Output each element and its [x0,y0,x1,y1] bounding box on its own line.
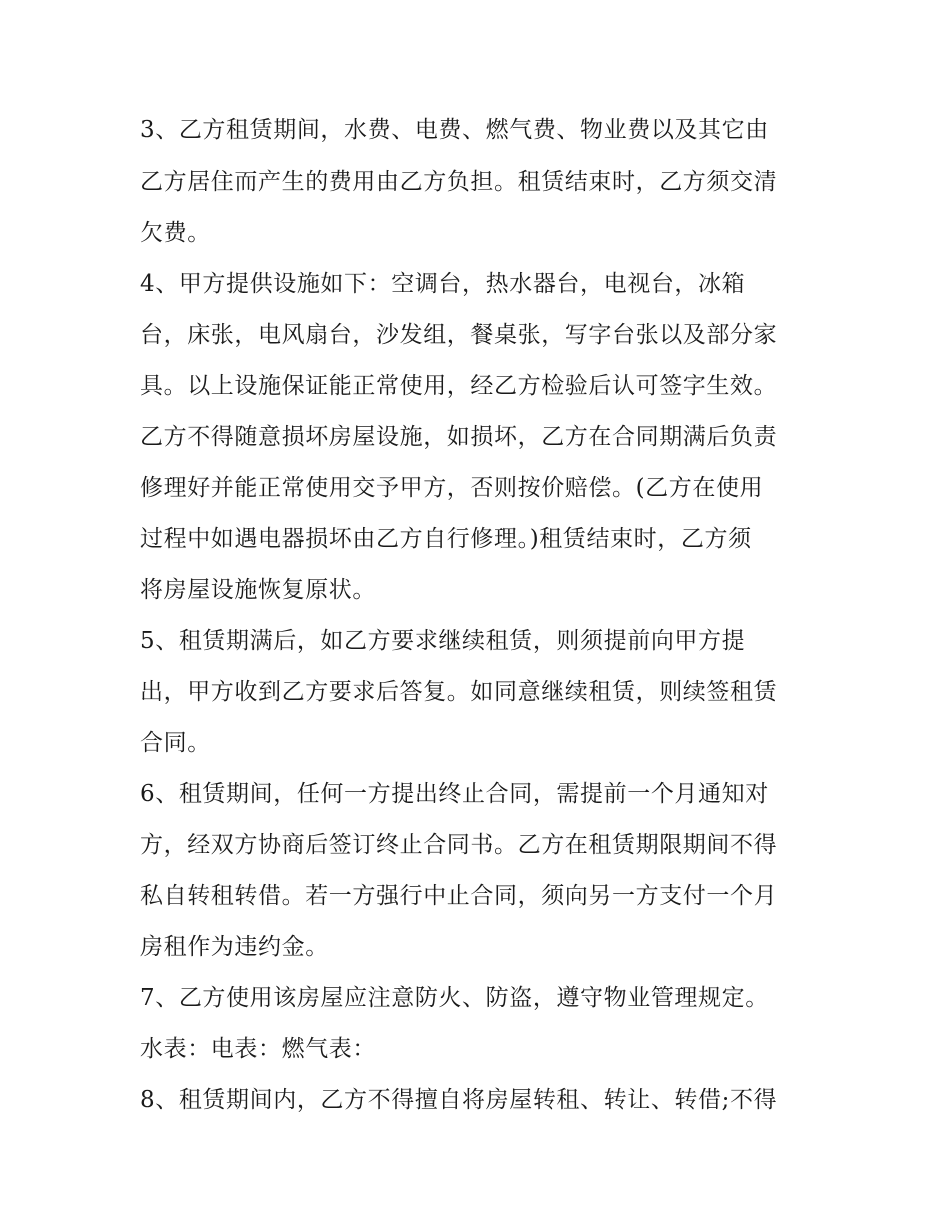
text-line: 出，甲方收到乙方要求后答复。如同意继续租赁，则续签租赁 [140,679,778,705]
text-line: 欠费。 [140,220,211,246]
text-line: 乙方居住而产生的费用由乙方负担。租赁结束时，乙方须交清 [140,169,778,195]
text-line: 私自转租转借。若一方强行中止合同，须向另一方支付一个月 [140,883,778,909]
text-line: 台，床张，电风扇台，沙发组，餐桌张，写字台张以及部分家 [140,322,778,348]
text-line: 将房屋设施恢复原状。 [140,577,376,603]
text-line: 4、甲方提供设施如下：空调台，热水器台，电视台，冰箱 [140,271,746,297]
text-line: 房租作为违约金。 [140,934,329,960]
text-line: 乙方不得随意损坏房屋设施，如损坏，乙方在合同期满后负责 [140,424,778,450]
text-line: 过程中如遇电器损坏由乙方自行修理。)租赁结束时，乙方须 [140,526,752,552]
text-line: 7、乙方使用该房屋应注意防火、防盗，遵守物业管理规定。 [140,985,769,1011]
text-line: 修理好并能正常使用交予甲方，否则按价赔偿。(乙方在使用 [140,475,764,501]
text-line: 合同。 [140,730,211,756]
text-line: 水表：电表：燃气表： [140,1036,376,1062]
text-line: 6、租赁期间，任何一方提出终止合同，需提前一个月通知对 [140,781,769,807]
text-line: 3、乙方租赁期间，水费、电费、燃气费、物业费以及其它由 [140,117,769,143]
text-line: 5、租赁期满后，如乙方要求继续租赁，则须提前向甲方提 [140,628,746,654]
text-line: 具。以上设施保证能正常使用，经乙方检验后认可签字生效。 [140,373,778,399]
text-line: 8、租赁期间内，乙方不得擅自将房屋转租、转让、转借;不得 [140,1087,778,1113]
text-line: 方，经双方协商后签订终止合同书。乙方在租赁期限期间不得 [140,832,778,858]
